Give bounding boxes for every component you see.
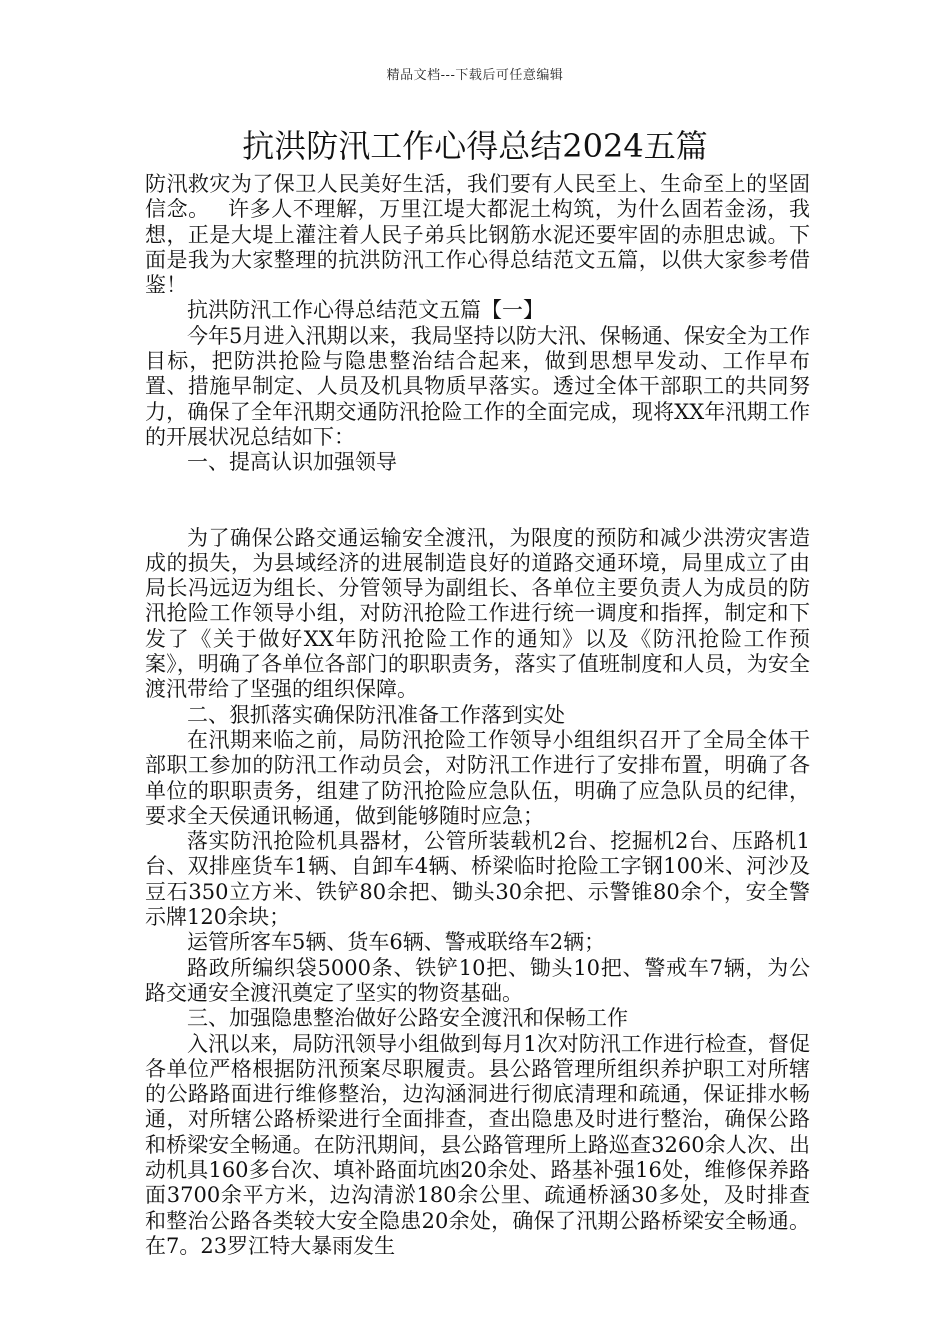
paragraph-1: 今年5月进入汛期以来，我局坚持以防大汛、保畅通、保安全为工作目标，把防洪抢险与隐患整治结合起来，做到思想早发动、工作早布置、措施早制定、人员及机具物质早落实。透过全体干部职工的共同努力，确保了全年汛期交通防汛抢险工作的全面完成，现将XX年汛期工作的开展状况总结如下： — [145, 323, 810, 449]
blank-space — [145, 476, 810, 526]
document-body — [145, 172, 810, 1259]
intro-paragraph: 防汛救灾为了保卫人民美好生活，我们要有人民至上、生命至上的坚固信念。 许多人不理解，万里江堤大都泥土构筑，为什么固若金汤，我想，正是大堤上灌注着人民子弟兵比钢筋水泥还要牢固的赤胆忠诚。下面是我为大家整理的抗洪防汛工作心得总结范文五篇，以供大家参考借鉴！ — [145, 172, 810, 298]
heading-3: 三、加强隐患整治做好公路安全渡汛和保畅工作 — [187, 1006, 628, 1031]
paragraph-4: 落实防汛抢险机具器材，公管所装载机2台、挖掘机2台、压路机1台、双排座货车1辆、自卸车4辆、桥梁临时抢险工字钢100米、河沙及豆石350立方米、铁铲80余把、锄头30余把、示警锥80余个，安全警示牌120余块； — [145, 829, 810, 930]
paragraph-5: 运管所客车5辆、货车6辆、警戒联络车2辆； — [187, 930, 606, 955]
heading-2: 二、狠抓落实确保防汛准备工作落到实处 — [187, 702, 565, 727]
heading-1: 一、提高认识加强领导 — [187, 450, 397, 475]
paragraph-3: 在汛期来临之前，局防汛抢险工作领导小组组织召开了全局全体干部职工参加的防汛工作动员会，对防汛工作进行了安排布置，明确了各单位的职职责务，组建了防汛抢险应急队伍，明确了应急队员的纪律，要求全天侯通讯畅通，做到能够随时应急； — [145, 727, 810, 828]
document-title: 抗洪防汛工作心得总结2024五篇 — [242, 127, 708, 165]
header-note: 精品文档---下载后可任意编辑 — [386, 68, 564, 83]
paragraph-2: 为了确保公路交通运输安全渡汛，为限度的预防和减少洪涝灾害造成的损失，为县域经济的进展制造良好的道路交通环境，局里成立了由局长冯远迈为组长、分管领导为副组长、各单位主要负责人为成员的防汛抢险工作领导小组，对防汛抢险工作进行统一调度和指挥，制定和下发了《关于做好XX年防汛抢险工作的通知》以及《防汛抢险工作预案》，明确了各单位各部门的职职责务，落实了值班制度和人员，为安全渡汛带给了坚强的组织保障。 — [145, 525, 810, 702]
paragraph-7: 入汛以来，局防汛领导小组做到每月1次对防汛工作进行检查，督促各单位严格根据防汛预案尽职履责。县公路管理所组织养护职工对所辖的公路路面进行维修整治，边沟涵洞进行彻底清理和疏通，保证排水畅通，对所辖公路桥梁进行全面排查，查出隐患及时进行整治，确保公路和桥梁安全畅通。在防汛期间，县公路管理所上路巡查3260余人次、出动机具160多台次、填补路面坑凼20余处、路基补强16处，维修保养路面3700余平方米，边沟清淤180余公里、疏通桥涵30多处，及时排查和整治公路各类较大安全隐患20余处，确保了汛期公路桥梁安全畅通。在7。23罗江特大暴雨发生 — [145, 1031, 810, 1258]
paragraph-6: 路政所编织袋5000条、铁铲10把、锄头10把、警戒车7辆，为公路交通安全渡汛奠定了坚实的物资基础。 — [145, 955, 810, 1005]
section-title: 抗洪防汛工作心得总结范文五篇【一】 — [187, 298, 544, 323]
